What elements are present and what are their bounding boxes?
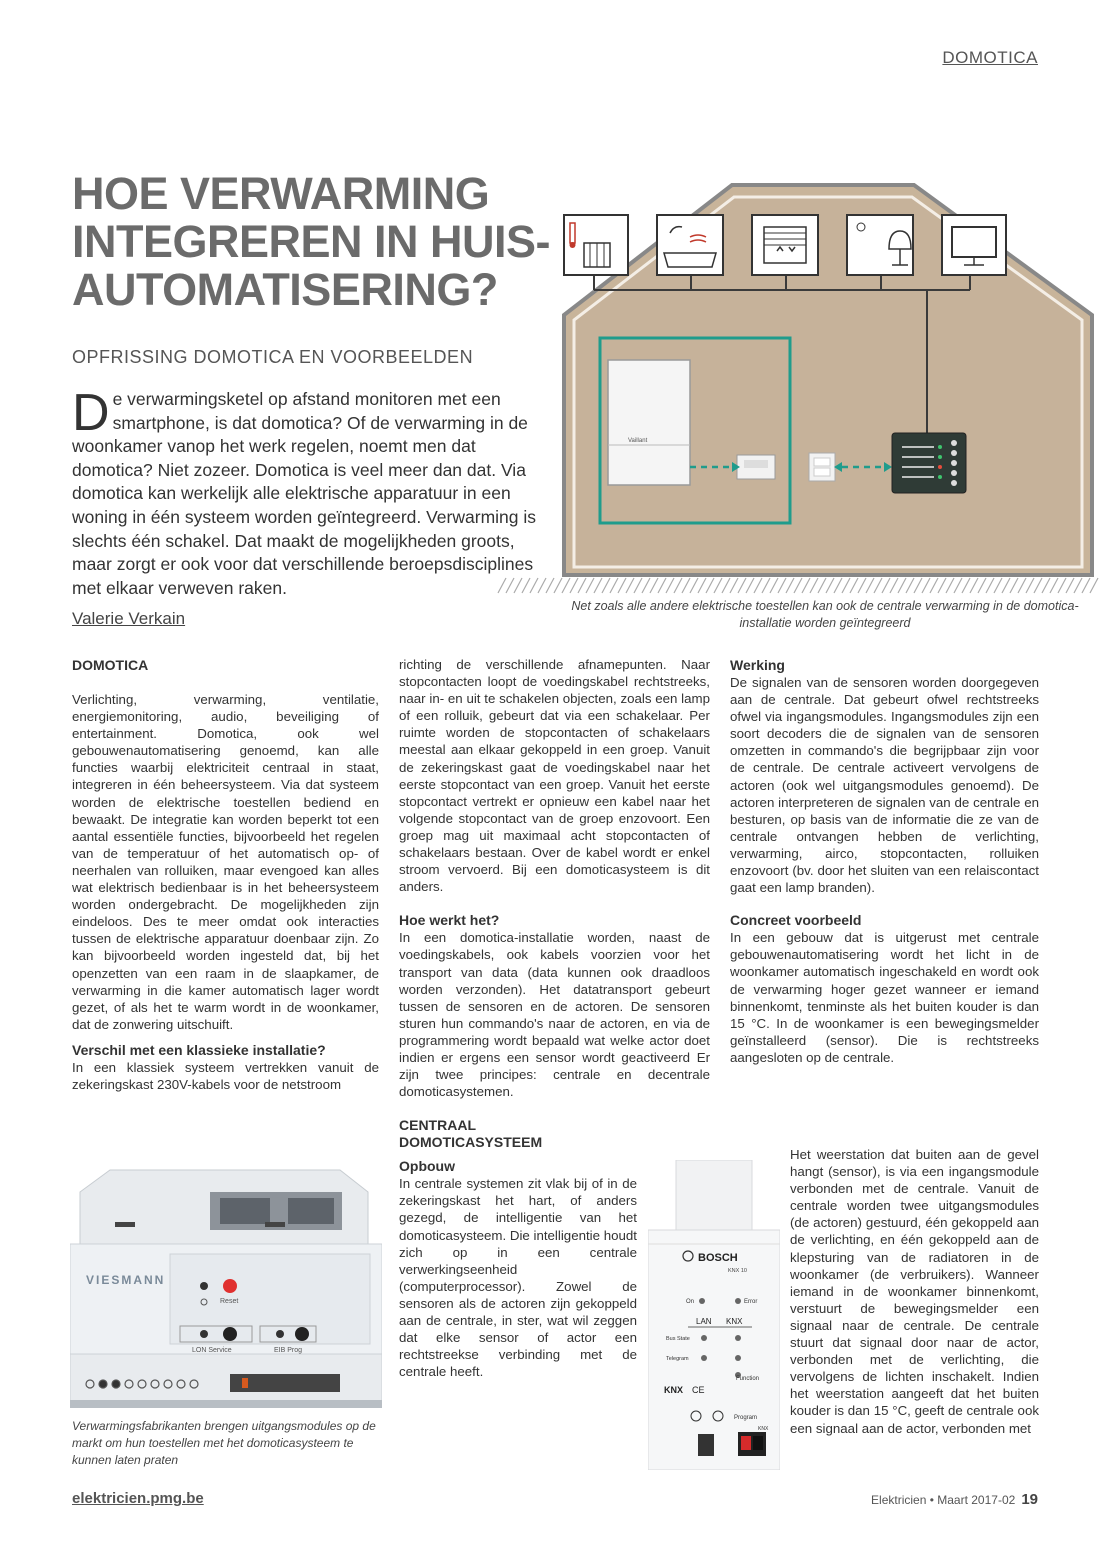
heading-werking: Werking xyxy=(730,657,785,673)
svg-text:KNX 10: KNX 10 xyxy=(728,1268,747,1274)
svg-text:KNX: KNX xyxy=(726,1317,743,1326)
col3-paragraph-1: De signalen van de sensoren worden doorgegeven aan de centrale. Dat gebeurt ofwel rechtstreeks ofwel via ingangsmodules. Ingangsmodules zijn een soort decoders die de signalen van de sensoren omzetten in commando's die begrijpbaar zijn voor de centrale. De centrale activeert vervolgens de actoren (ook wel uitgangsmodules genoemd). De actoren interpreteren de signalen van de centrale en besturen, op basis van de informatie die ze van de centrale ontvangen hebben de verlichting, verwarming, airco, stopcontacten, rolluiken enzovoort (bv. door het sluiten van een relaiscontact gaat een lamp branden). xyxy=(730,675,1039,896)
bath-shower-icon xyxy=(657,215,723,275)
svg-text:BOSCH: BOSCH xyxy=(698,1252,738,1264)
svg-text:On: On xyxy=(686,1299,695,1305)
svg-text:Program: Program xyxy=(734,1415,758,1421)
svg-text:Function: Function xyxy=(736,1376,760,1382)
col3-paragraph-2: In een gebouw dat is uitgerust met centrale gebouwenautomatisering wordt het licht in de woonkamer automatisch ingeschakeld en wordt ook de verwarming hoger gezet wanneer er iemand binnenkomt, tenminste als het buiten kouder is dan 15 °C. In de woonkamer is een bewegingsmelder geïnstalleerd (sensor). Die is rechtstreeks aangesloten op de centrale. xyxy=(730,930,1039,1065)
intro-text: e verwarmingsketel op afstand monitoren met een smartphone, is dat domotica? Of de verwarming in de woonkamer vanop het werk regelen, noemt men dat domotica? Niet zozeer. Domotica is veel meer dan dat. Via domotica kan werkelijk alle elektrische apparatuur in een woning in één systeem worden geïntegreerd. Verwarming is slechts één schakel. Dat maakt de mogelijkheden groots, maar zorgt er ook voor dat verschillende beroepsdisciplines met elkaar verweven raken. xyxy=(72,389,536,598)
column-3-wrapped xyxy=(790,1146,1039,1437)
svg-text:VIESMANN: VIESMANN xyxy=(86,1273,166,1287)
wall-switch-icon xyxy=(809,453,835,481)
bosch-knx-module-photo xyxy=(648,1160,780,1470)
heading-verschil: Verschil met een klassieke installatie? xyxy=(72,1041,326,1058)
footer-issue-text: Elektricien • Maart 2017-02 xyxy=(871,1493,1016,1507)
subtitle: OPFRISSING DOMOTICA EN VOORBEELDEN xyxy=(72,347,474,367)
lamp-icon xyxy=(847,215,913,275)
svg-text:Telegram: Telegram xyxy=(666,1356,689,1362)
svg-text:CE: CE xyxy=(692,1385,705,1395)
col1-paragraph-1: Verlichting, verwarming, ventilatie, energiemonitoring, audio, beveiliging of entertainment. Domotica, ook wel gebouwenautomatisering genoemd, kan alle functies waarbij elektriciteit centraal in staat, integreren in één beheersysteem. Via dat systeem worden de elektrische toestellen bediend en bewaakt. De integratie kan worden beperkt tot een aantal essentiële functies, bijvoorbeeld het regelen van de temperatuur of het automatisch op- of neerhalen van rolluiken, maar evengoed kan alles wat elektrisch bedienbaar is in het beheersysteem worden ondergebracht. De mogelijkheden zijn eindeloos. Des te meer omdat ook interacties tussen de elektrische apparatuur doenbaar zijn. Zo kan bijvoorbeeld worden ingesteld dat, bij het openzetten van een raam in de slaapkamer, de verwarming in die kamer automatisch lager wordt gezet, of als het te warm wordt in de woonkamer, dat de zonwering uitschuift. xyxy=(72,692,379,1032)
boiler-icon xyxy=(608,360,690,485)
heading-opbouw: Opbouw xyxy=(399,1158,455,1175)
intro-paragraph xyxy=(72,384,550,600)
col2-paragraph-3: In centrale systemen zit vlak bij of in de zekeringskast het hart, of anders gezegd, de intelligentie van het domoticasysteem. Die intelligentie houdt zich op in een centrale verwerkingseenheid (computerprocessor). Zowel de sensoren als de actoren zijn gekoppeld aan de centrale, in ster, wat wil zeggen dat elke sensor of actor een rechtstreekse verbinding met de centrale heeft. xyxy=(399,1176,637,1380)
viessmann-caption: Verwarmingsfabrikanten brengen uitgangsmodules op de markt om hun toestellen met het domoticasysteem te kunnen laten praten xyxy=(72,1419,376,1467)
roller-shutter-icon xyxy=(752,215,818,275)
svg-text:Error: Error xyxy=(744,1299,758,1305)
svg-text:Vaillant: Vaillant xyxy=(628,438,648,444)
section-tag: DOMOTICA xyxy=(942,48,1038,67)
central-controller-icon xyxy=(892,433,966,493)
svg-text:KNX: KNX xyxy=(664,1385,684,1395)
headline-line-2: INTEGREREN IN HUIS- xyxy=(72,216,551,267)
intro-dropcap: D xyxy=(72,384,110,442)
svg-text:LAN: LAN xyxy=(696,1317,712,1326)
diagram-caption: Net zoals alle andere elektrische toestellen kan ook de centrale verwarming in de domotica-installatie worden geïntegreerd xyxy=(571,599,1079,630)
col1-paragraph-2: In een klassiek systeem vertrekken vanuit de zekeringskast 230V-kabels voor de netstroom xyxy=(72,1059,379,1092)
column-3 xyxy=(730,656,1039,1066)
author-byline[interactable]: Valerie Verkain xyxy=(72,609,186,628)
viessmann-module-photo xyxy=(70,1162,382,1408)
heading-concreet-voorbeeld: Concreet voorbeeld xyxy=(730,912,862,929)
domotica-house-diagram xyxy=(494,175,1104,595)
radiator-icon xyxy=(564,215,628,275)
heading-domotica: DOMOTICA xyxy=(72,657,149,673)
headline-line-1: HOE VERWARMING xyxy=(72,168,490,219)
footer-website-link[interactable]: elektricien.pmg.be xyxy=(72,1490,204,1507)
col2-paragraph-2: In een domotica-installatie worden, naast de voedingskabels, ook kabels voorzien voor het transport van data (data kunnen ook draadloos worden verzonden). Het datatransport gebeurt tussen de sensoren en de actoren. De sensoren sturen hun commando's naar de actoren, en via de programmering wordt bepaald wat welke actor doet indien er ergens een sensor wordt geactiveerd Er zijn twee principes: centrale en decentrale domoticasystemen. xyxy=(399,930,710,1100)
col2-paragraph-1: richting de verschillende afnamepunten. Naar stopcontacten loopt de voedingskabel rechtstreeks, naar in- en uit te schakelen objecten, zoals een lamp of een rolluik, gebeurt dat via een schakelaar. Per ruimte worden de stopcontacten of schakelaars meestal aan elkaar gekoppeld in een groep. Vanuit de zekeringskast gaat de voedingskabel naar het eerste stopcontact van een groep. Vanuit het eerste stopcontact vertrekt er opnieuw een kabel naar het volgende stopcontact van de groep enzovoort. Een groep mag uit maximaal acht stopcontacten of schakelaars bestaan. Over de kabel wordt er enkel stroom vervoerd. Bij een domoticasysteem is dit anders. xyxy=(399,657,710,895)
heading-hoe-werkt-het: Hoe werkt het? xyxy=(399,912,500,929)
svg-text:LON Service: LON Service xyxy=(192,1347,232,1354)
svg-text:Bus State: Bus State xyxy=(666,1336,690,1342)
page-number: 19 xyxy=(1021,1491,1038,1508)
column-1 xyxy=(72,657,379,1093)
headline-line-3: AUTOMATISERING? xyxy=(72,264,498,315)
television-icon xyxy=(942,215,1006,275)
footer-issue xyxy=(871,1491,1038,1508)
col3-paragraph-3: Het weerstation dat buiten aan de gevel hangt (sensor), is via een ingangsmodule verbonden met de centrale. Vanuit de centrale worden twee uitgangsmodules (de actoren) gestuurd, één gekoppeld aan de verlichting, en één gekoppeld aan de klepsturing van de radiatoren in de woonkamer (de verbruikers). Wanneer iemand in de woonkamer binnenkomt, verstuurt de bewegingsmelder een signaal naar de centrale. De centrale stuurt dat signaal door naar de actor, verbonden met de verlichting, die vervolgens de lichten inschakelt. Indien het weerstation aangeeft dat het buiten kouder is dan 15 °C, geeft de centrale ook een signaal aan de actor, verbonden met xyxy=(790,1147,1039,1436)
svg-text:KNX: KNX xyxy=(758,1426,769,1432)
svg-text:Reset: Reset xyxy=(220,1298,239,1305)
svg-text:EIB Prog: EIB Prog xyxy=(274,1347,303,1354)
heading-centraal-domoticasysteem: CENTRAAL DOMOTICASYSTEEM xyxy=(399,1117,543,1151)
thermostat-icon xyxy=(737,455,775,479)
